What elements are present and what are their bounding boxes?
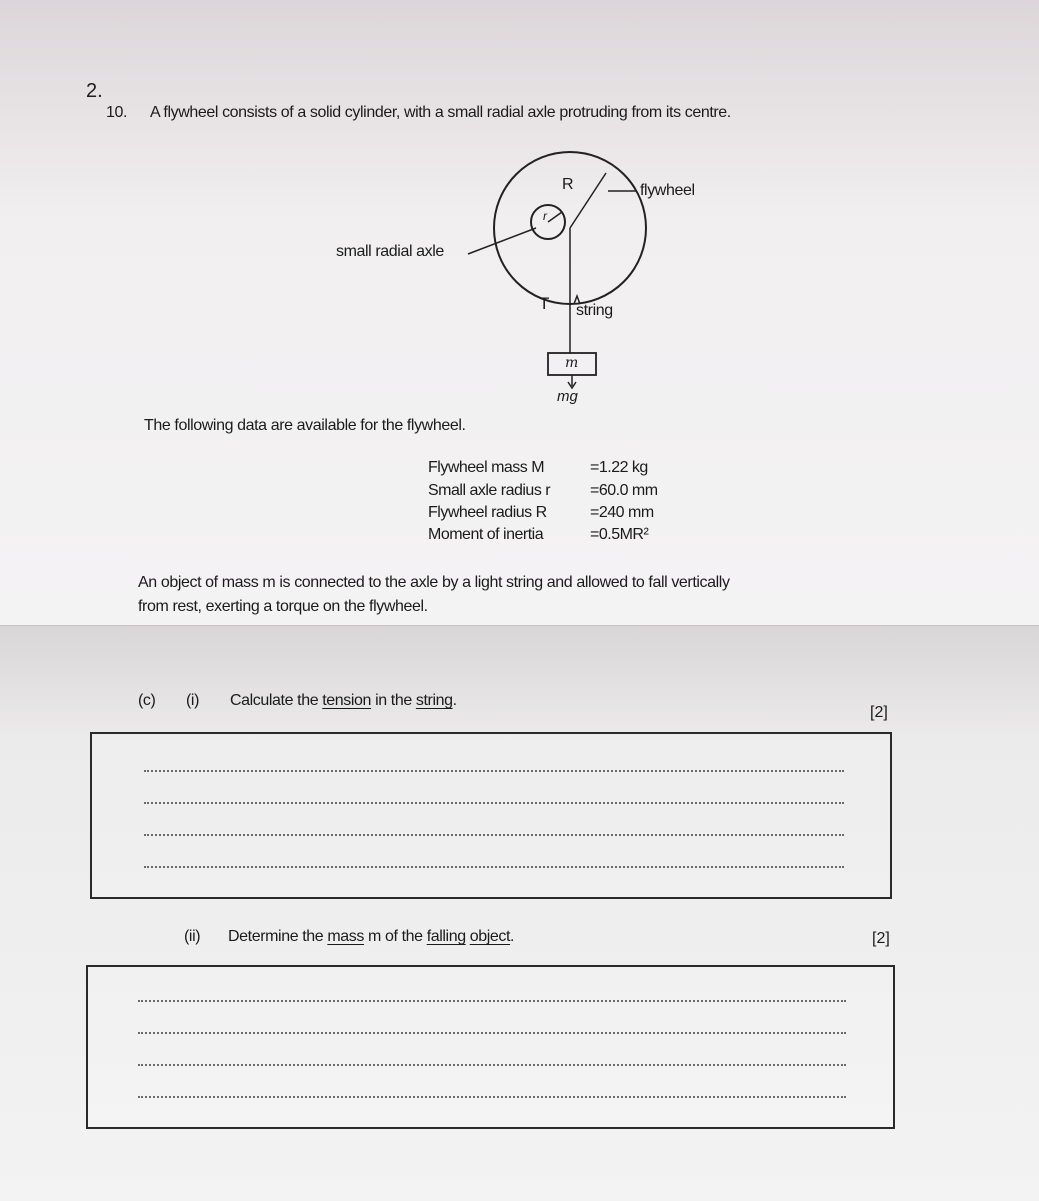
data-value: =240 mm xyxy=(590,504,654,521)
data-intro: The following data are available for the flywheel. xyxy=(144,417,466,434)
data-value: =0.5MR² xyxy=(590,526,649,543)
question-number: 10. xyxy=(106,104,128,121)
label-R: R xyxy=(562,176,574,193)
axle-leader xyxy=(468,228,536,254)
data-row xyxy=(428,482,658,500)
sub-ii-label: (ii) xyxy=(184,928,201,945)
data-row xyxy=(428,526,648,544)
answer-line[interactable] xyxy=(144,802,844,804)
radius-line-r xyxy=(548,212,562,222)
label-r: r xyxy=(543,209,547,223)
answer-line[interactable] xyxy=(138,1064,846,1066)
answer-box-i[interactable] xyxy=(90,732,892,899)
answer-line[interactable] xyxy=(144,866,844,868)
sub-ii-question: Determine the mass m of the falling object. xyxy=(228,928,515,945)
radius-line-R xyxy=(570,173,606,228)
answer-line[interactable] xyxy=(138,1096,846,1098)
data-row xyxy=(428,504,654,522)
data-value: =60.0 mm xyxy=(590,482,658,499)
label-weight-mg: mg xyxy=(557,388,578,405)
page-number: 2. xyxy=(86,80,103,102)
data-row xyxy=(428,459,648,477)
label-string: string xyxy=(576,302,613,319)
answer-box-ii[interactable] xyxy=(86,965,895,1129)
data-key: Moment of inertia xyxy=(428,526,544,543)
question-stem: A flywheel consists of a solid cylinder, with a small radial axle protruding from its centre. xyxy=(150,104,731,121)
scenario-text-line-2: from rest, exerting a torque on the flywheel. xyxy=(138,598,428,615)
part-c-label: (c) xyxy=(138,692,156,709)
label-mass-m: m xyxy=(565,355,579,371)
scenario-text-line-1: An object of mass m is connected to the axle by a light string and allowed to fall vertically xyxy=(138,574,730,591)
data-key: Small axle radius r xyxy=(428,482,551,499)
answer-line[interactable] xyxy=(144,834,844,836)
sub-i-question: Calculate the tension in the string. xyxy=(230,692,457,709)
label-small-radial-axle: small radial axle xyxy=(336,243,444,260)
data-value: =1.22 kg xyxy=(590,459,648,476)
data-key: Flywheel mass M xyxy=(428,459,545,476)
sub-ii-marks: [2] xyxy=(872,930,890,947)
answer-line[interactable] xyxy=(138,1032,846,1034)
answer-line[interactable] xyxy=(138,1000,846,1002)
data-key: Flywheel radius R xyxy=(428,504,547,521)
label-tension-T: T xyxy=(539,294,550,313)
answer-line[interactable] xyxy=(144,770,844,772)
sub-i-marks: [2] xyxy=(870,704,888,721)
label-flywheel: flywheel xyxy=(640,182,695,199)
sub-i-label: (i) xyxy=(186,692,200,709)
